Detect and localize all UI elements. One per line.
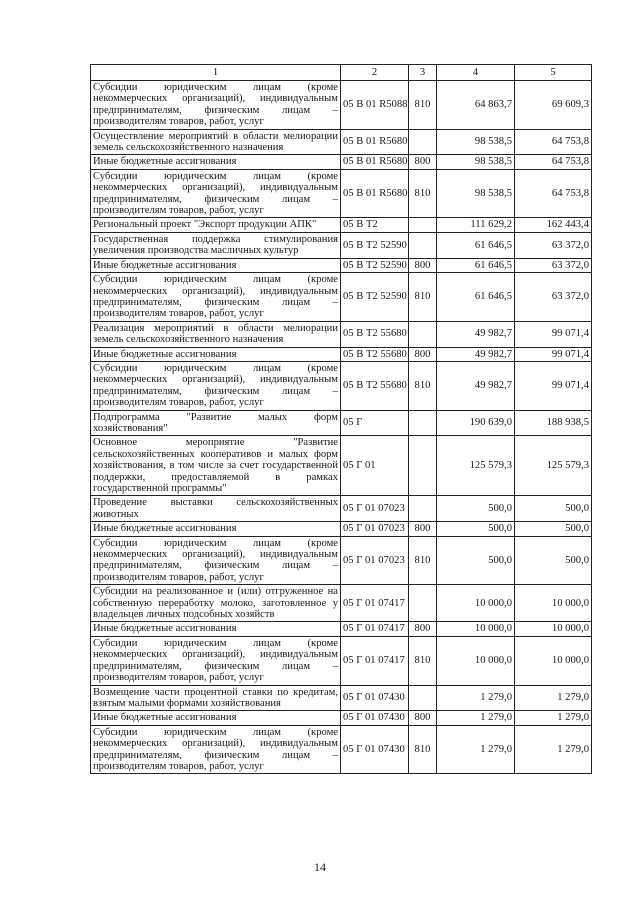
budget-code: 05 Г 01 bbox=[341, 436, 409, 496]
row-name: Иные бюджетные ассигнования bbox=[91, 258, 341, 272]
amount-year-2: 10 000,0 bbox=[515, 636, 592, 685]
amount-year-2: 63 372,0 bbox=[515, 273, 592, 322]
row-name: Субсидии на реализованное и (или) отгруженное на собственную переработку молоко, заготовленное у владельцев личных подсобных хозяйств bbox=[91, 585, 341, 622]
amount-year-1: 49 982,7 bbox=[437, 361, 515, 410]
row-name: Проведение выставки сельскохозяйственных животных bbox=[91, 496, 341, 522]
expense-type bbox=[409, 585, 437, 622]
row-name: Иные бюджетные ассигнования bbox=[91, 622, 341, 636]
table-row bbox=[91, 636, 592, 685]
table-row bbox=[91, 258, 592, 272]
budget-code: 05 В 01 R5680 bbox=[341, 129, 409, 155]
amount-year-1: 61 646,5 bbox=[437, 232, 515, 258]
row-name: Возмещение части процентной ставки по кредитам, взятым малыми формами хозяйствования bbox=[91, 685, 341, 711]
row-name: Осуществление мероприятий в области мелиорации земель сельскохозяйственного назначения bbox=[91, 129, 341, 155]
table-row bbox=[91, 725, 592, 774]
table-row bbox=[91, 536, 592, 585]
budget-code: 05 Г bbox=[341, 410, 409, 436]
row-name: Субсидии юридическим лицам (кроме некоммерческих организаций), индивидуальным предпринимателям, физическим лицам – производителям товаров, работ, услуг bbox=[91, 169, 341, 218]
amount-year-2: 64 753,8 bbox=[515, 129, 592, 155]
amount-year-2: 1 279,0 bbox=[515, 685, 592, 711]
budget-code: 05 Г 01 07430 bbox=[341, 685, 409, 711]
row-name: Реализация мероприятий в области мелиорации земель сельскохозяйственного назначения bbox=[91, 321, 341, 347]
amount-year-1: 500,0 bbox=[437, 536, 515, 585]
amount-year-2: 10 000,0 bbox=[515, 585, 592, 622]
table-row bbox=[91, 155, 592, 169]
amount-year-2: 99 071,4 bbox=[515, 321, 592, 347]
header-row bbox=[91, 65, 592, 81]
budget-code: 05 Г 01 07023 bbox=[341, 496, 409, 522]
amount-year-1: 64 863,7 bbox=[437, 81, 515, 130]
expense-type: 810 bbox=[409, 273, 437, 322]
row-name: Подпрограмма "Развитие малых форм хозяйствования" bbox=[91, 410, 341, 436]
row-name: Субсидии юридическим лицам (кроме некоммерческих организаций), индивидуальным предпринимателям, физическим лицам – производителям товаров, работ, услуг bbox=[91, 725, 341, 774]
table-row bbox=[91, 522, 592, 536]
expense-type bbox=[409, 321, 437, 347]
expense-type bbox=[409, 496, 437, 522]
table-row bbox=[91, 81, 592, 130]
page-number: 14 bbox=[314, 860, 326, 874]
amount-year-1: 500,0 bbox=[437, 496, 515, 522]
budget-code: 05 В Т2 52590 bbox=[341, 273, 409, 322]
row-name: Субсидии юридическим лицам (кроме некоммерческих организаций), индивидуальным предпринимателям, физическим лицам – производителям товаров, работ, услуг bbox=[91, 273, 341, 322]
amount-year-2: 64 753,8 bbox=[515, 155, 592, 169]
budget-code: 05 Г 01 07417 bbox=[341, 636, 409, 685]
expense-type: 800 bbox=[409, 347, 437, 361]
amount-year-2: 162 443,4 bbox=[515, 218, 592, 232]
header-cell: 3 bbox=[409, 65, 437, 81]
row-name: Иные бюджетные ассигнования bbox=[91, 155, 341, 169]
amount-year-2: 69 609,3 bbox=[515, 81, 592, 130]
header-cell: 1 bbox=[91, 65, 341, 81]
amount-year-1: 61 646,5 bbox=[437, 258, 515, 272]
expense-type bbox=[409, 685, 437, 711]
amount-year-1: 10 000,0 bbox=[437, 622, 515, 636]
amount-year-1: 1 279,0 bbox=[437, 685, 515, 711]
expense-type bbox=[409, 410, 437, 436]
expense-type: 810 bbox=[409, 169, 437, 218]
amount-year-2: 99 071,4 bbox=[515, 347, 592, 361]
row-name: Иные бюджетные ассигнования bbox=[91, 711, 341, 725]
budget-code: 05 В Т2 52590 bbox=[341, 258, 409, 272]
amount-year-1: 98 538,5 bbox=[437, 155, 515, 169]
budget-code: 05 В 01 R5680 bbox=[341, 169, 409, 218]
expense-type bbox=[409, 129, 437, 155]
amount-year-2: 188 938,5 bbox=[515, 410, 592, 436]
table-body bbox=[91, 81, 592, 774]
budget-code: 05 Г 01 07430 bbox=[341, 711, 409, 725]
amount-year-2: 63 372,0 bbox=[515, 232, 592, 258]
expense-type: 800 bbox=[409, 522, 437, 536]
row-name: Субсидии юридическим лицам (кроме некоммерческих организаций), индивидуальным предпринимателям, физическим лицам – производителям товаров, работ, услуг bbox=[91, 536, 341, 585]
expense-type: 810 bbox=[409, 636, 437, 685]
expense-type: 810 bbox=[409, 81, 437, 130]
table-row bbox=[91, 169, 592, 218]
table-row bbox=[91, 361, 592, 410]
expense-type bbox=[409, 436, 437, 496]
amount-year-1: 125 579,3 bbox=[437, 436, 515, 496]
table-row bbox=[91, 218, 592, 232]
amount-year-2: 500,0 bbox=[515, 496, 592, 522]
budget-code: 05 В Т2 55680 bbox=[341, 347, 409, 361]
expense-type: 800 bbox=[409, 258, 437, 272]
amount-year-1: 1 279,0 bbox=[437, 725, 515, 774]
expense-type: 810 bbox=[409, 725, 437, 774]
amount-year-2: 500,0 bbox=[515, 522, 592, 536]
budget-code: 05 В Т2 55680 bbox=[341, 361, 409, 410]
table-row bbox=[91, 711, 592, 725]
amount-year-2: 10 000,0 bbox=[515, 622, 592, 636]
header-cell: 4 bbox=[437, 65, 515, 81]
expense-type bbox=[409, 218, 437, 232]
budget-code: 05 В Т2 bbox=[341, 218, 409, 232]
table-row bbox=[91, 321, 592, 347]
header-cell: 2 bbox=[341, 65, 409, 81]
amount-year-1: 49 982,7 bbox=[437, 347, 515, 361]
expense-type: 800 bbox=[409, 155, 437, 169]
table-row bbox=[91, 410, 592, 436]
amount-year-2: 63 372,0 bbox=[515, 258, 592, 272]
amount-year-2: 125 579,3 bbox=[515, 436, 592, 496]
budget-code: 05 Г 01 07023 bbox=[341, 522, 409, 536]
row-name: Субсидии юридическим лицам (кроме некоммерческих организаций), индивидуальным предпринимателям, физическим лицам – производителям товаров, работ, услуг bbox=[91, 636, 341, 685]
table-row bbox=[91, 273, 592, 322]
budget-code: 05 Г 01 07023 bbox=[341, 536, 409, 585]
amount-year-1: 500,0 bbox=[437, 522, 515, 536]
amount-year-1: 49 982,7 bbox=[437, 321, 515, 347]
expense-type: 810 bbox=[409, 361, 437, 410]
row-name: Государственная поддержка стимулирования увеличения производства масличных культур bbox=[91, 232, 341, 258]
table-row bbox=[91, 129, 592, 155]
amount-year-2: 64 753,8 bbox=[515, 169, 592, 218]
row-name: Основное мероприятие "Развитие сельскохозяйственных кооперативов и малых форм хозяйствования, в том числе за счет государственной поддержки, предоставляемой в рамках государственной программы" bbox=[91, 436, 341, 496]
budget-code: 05 Г 01 07417 bbox=[341, 585, 409, 622]
expense-type: 800 bbox=[409, 711, 437, 725]
amount-year-1: 10 000,0 bbox=[437, 636, 515, 685]
header-cell: 5 bbox=[515, 65, 592, 81]
table-row bbox=[91, 622, 592, 636]
row-name: Субсидии юридическим лицам (кроме некоммерческих организаций), индивидуальным предпринимателям, физическим лицам – производителям товаров, работ, услуг bbox=[91, 361, 341, 410]
row-name: Иные бюджетные ассигнования bbox=[91, 347, 341, 361]
budget-code: 05 В 01 R5680 bbox=[341, 155, 409, 169]
amount-year-1: 98 538,5 bbox=[437, 129, 515, 155]
row-name: Иные бюджетные ассигнования bbox=[91, 522, 341, 536]
table-row bbox=[91, 347, 592, 361]
table-row bbox=[91, 685, 592, 711]
amount-year-2: 99 071,4 bbox=[515, 361, 592, 410]
table-row bbox=[91, 585, 592, 622]
table-row bbox=[91, 496, 592, 522]
budget-code: 05 В Т2 52590 bbox=[341, 232, 409, 258]
amount-year-1: 98 538,5 bbox=[437, 169, 515, 218]
expense-type: 800 bbox=[409, 622, 437, 636]
amount-year-1: 10 000,0 bbox=[437, 585, 515, 622]
amount-year-1: 61 646,5 bbox=[437, 273, 515, 322]
amount-year-2: 1 279,0 bbox=[515, 711, 592, 725]
table-row bbox=[91, 232, 592, 258]
row-name: Субсидии юридическим лицам (кроме некоммерческих организаций), индивидуальным предпринимателям, физическим лицам – производителям товаров, работ, услуг bbox=[91, 81, 341, 130]
amount-year-1: 190 639,0 bbox=[437, 410, 515, 436]
budget-code: 05 В 01 R5088 bbox=[341, 81, 409, 130]
amount-year-1: 1 279,0 bbox=[437, 711, 515, 725]
budget-code: 05 В Т2 55680 bbox=[341, 321, 409, 347]
row-name: Региональный проект "Экспорт продукции АПК" bbox=[91, 218, 341, 232]
expense-type bbox=[409, 232, 437, 258]
budget-code: 05 Г 01 07417 bbox=[341, 622, 409, 636]
expense-type: 810 bbox=[409, 536, 437, 585]
table-row bbox=[91, 436, 592, 496]
budget-code: 05 Г 01 07430 bbox=[341, 725, 409, 774]
amount-year-1: 111 629,2 bbox=[437, 218, 515, 232]
amount-year-2: 1 279,0 bbox=[515, 725, 592, 774]
amount-year-2: 500,0 bbox=[515, 536, 592, 585]
budget-table bbox=[90, 64, 592, 774]
